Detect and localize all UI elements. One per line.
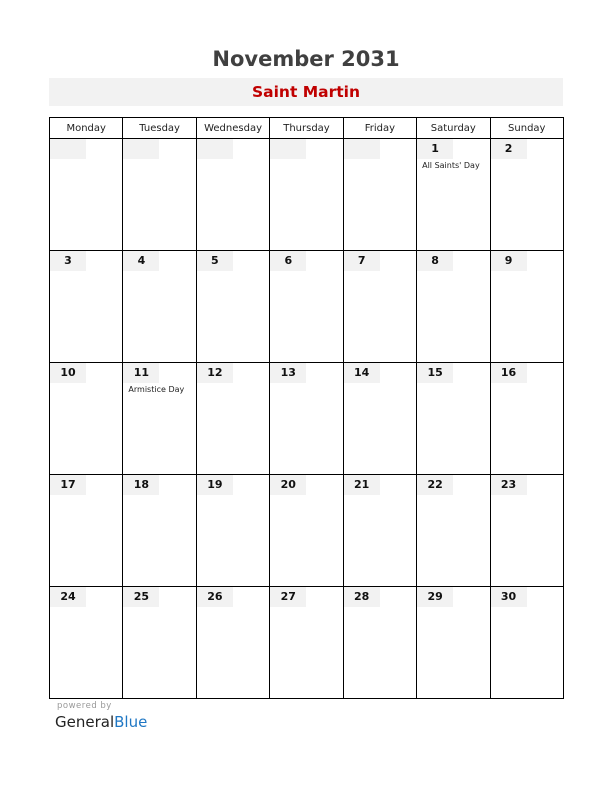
week-row xyxy=(50,475,564,587)
day-cell xyxy=(490,363,563,475)
generalblue-logo[interactable] xyxy=(55,713,147,731)
day-number: 19 xyxy=(197,475,233,495)
day-cell xyxy=(490,475,563,587)
day-number: 7 xyxy=(344,251,380,271)
week-row xyxy=(50,251,564,363)
day-number xyxy=(123,139,159,159)
day-cell xyxy=(417,587,490,699)
day-number: 15 xyxy=(417,363,453,383)
day-cell xyxy=(123,139,196,251)
day-cell xyxy=(270,139,343,251)
country-name: Saint Martin xyxy=(49,78,563,106)
day-cell xyxy=(123,587,196,699)
week-row xyxy=(50,587,564,699)
day-number xyxy=(344,139,380,159)
day-number: 1 xyxy=(417,139,453,159)
day-number: 10 xyxy=(50,363,86,383)
day-cell xyxy=(417,363,490,475)
weekday-header: Sunday xyxy=(490,118,563,139)
day-cell xyxy=(343,139,416,251)
day-number xyxy=(50,139,86,159)
day-cell xyxy=(50,251,123,363)
day-number: 25 xyxy=(123,587,159,607)
day-number: 26 xyxy=(197,587,233,607)
day-number: 17 xyxy=(50,475,86,495)
day-cell xyxy=(270,251,343,363)
day-cell xyxy=(490,251,563,363)
day-number: 13 xyxy=(270,363,306,383)
day-cell xyxy=(50,475,123,587)
holiday-label: All Saints' Day xyxy=(422,161,480,170)
day-cell xyxy=(123,475,196,587)
day-number: 9 xyxy=(491,251,527,271)
day-number: 22 xyxy=(417,475,453,495)
day-cell xyxy=(50,139,123,251)
day-cell xyxy=(343,475,416,587)
day-cell xyxy=(50,363,123,475)
day-cell xyxy=(196,251,269,363)
weekday-header: Thursday xyxy=(270,118,343,139)
day-number: 3 xyxy=(50,251,86,271)
week-row xyxy=(50,363,564,475)
weekday-header: Tuesday xyxy=(123,118,196,139)
weekday-header: Friday xyxy=(343,118,416,139)
day-cell xyxy=(196,587,269,699)
page-title: November 2031 xyxy=(212,47,400,71)
day-number: 6 xyxy=(270,251,306,271)
day-number: 14 xyxy=(344,363,380,383)
day-number: 27 xyxy=(270,587,306,607)
day-number: 16 xyxy=(491,363,527,383)
day-number: 18 xyxy=(123,475,159,495)
day-cell xyxy=(417,475,490,587)
day-number: 11 xyxy=(123,363,159,383)
day-number xyxy=(197,139,233,159)
day-cell xyxy=(123,363,196,475)
day-number: 5 xyxy=(197,251,233,271)
powered-by-label: powered by xyxy=(57,701,112,711)
day-number: 12 xyxy=(197,363,233,383)
day-cell xyxy=(270,363,343,475)
day-cell xyxy=(343,587,416,699)
day-number: 20 xyxy=(270,475,306,495)
day-cell xyxy=(270,475,343,587)
day-number: 2 xyxy=(491,139,527,159)
week-row xyxy=(50,139,564,251)
day-cell xyxy=(196,139,269,251)
day-cell xyxy=(490,139,563,251)
logo-text-general: General xyxy=(55,713,115,731)
day-number: 23 xyxy=(491,475,527,495)
day-cell xyxy=(417,251,490,363)
day-cell xyxy=(196,363,269,475)
day-cell xyxy=(490,587,563,699)
weekday-header-row xyxy=(50,118,564,139)
holiday-label: Armistice Day xyxy=(128,385,185,394)
day-cell xyxy=(270,587,343,699)
calendar-grid xyxy=(49,117,564,699)
weekday-header: Saturday xyxy=(417,118,490,139)
day-cell xyxy=(343,251,416,363)
day-cell xyxy=(123,251,196,363)
day-number: 21 xyxy=(344,475,380,495)
day-cell xyxy=(417,139,490,251)
day-number xyxy=(270,139,306,159)
day-number: 28 xyxy=(344,587,380,607)
weekday-header: Wednesday xyxy=(196,118,269,139)
day-number: 4 xyxy=(123,251,159,271)
day-number: 8 xyxy=(417,251,453,271)
weekday-header: Monday xyxy=(50,118,123,139)
day-cell xyxy=(196,475,269,587)
day-number: 24 xyxy=(50,587,86,607)
day-cell xyxy=(50,587,123,699)
day-cell xyxy=(343,363,416,475)
day-number: 29 xyxy=(417,587,453,607)
logo-text-blue: Blue xyxy=(114,713,148,731)
day-number: 30 xyxy=(491,587,527,607)
